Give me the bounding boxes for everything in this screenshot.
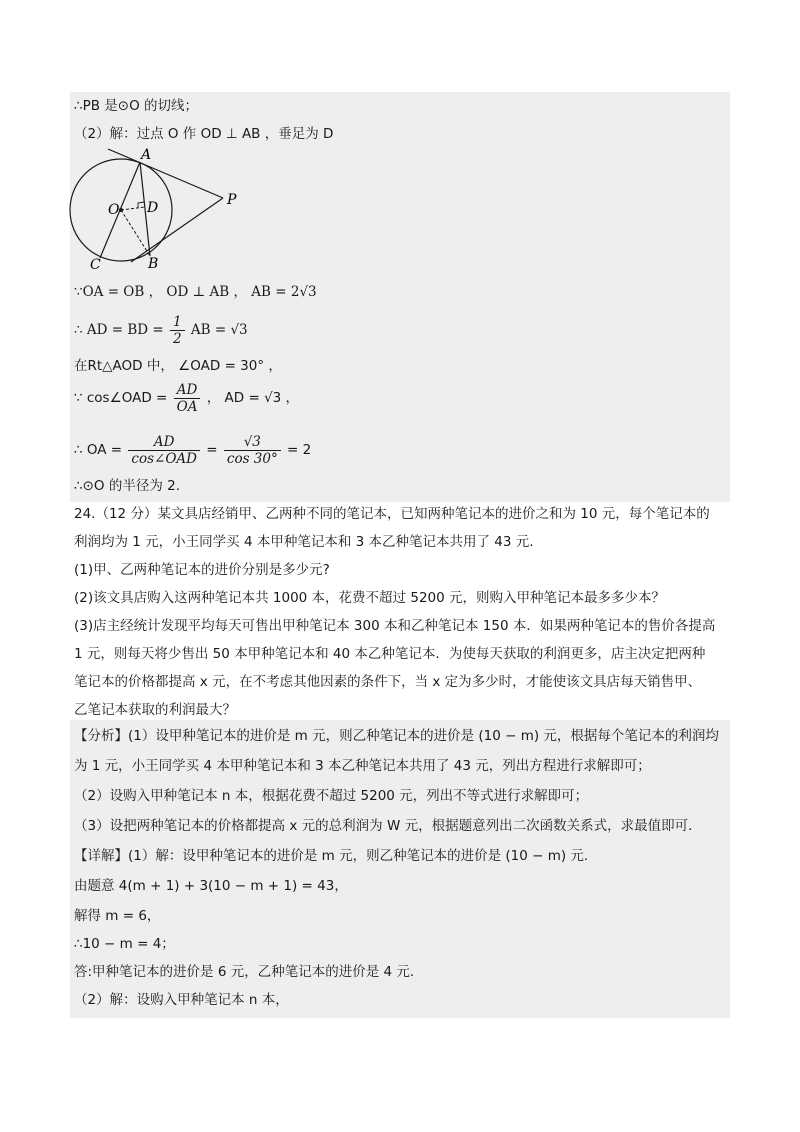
detail-part-2-start: （2）解：设购入甲种笔记本 n 本，: [74, 992, 289, 1008]
question-line-1: 24.（12 分）某文具店经销甲、乙两种不同的笔记本，已知两种笔记本的进价之和为 10 元，每个笔记本的: [74, 506, 710, 522]
oa-value-line: [74, 428, 311, 472]
oa-post: = 2: [287, 442, 312, 458]
ad-bd-post: AB = √3: [190, 322, 248, 338]
given-equalities: ∵OA = OB ， OD ⊥ AB ， AB = 2√3: [74, 284, 317, 300]
analysis-line-4: （3）设把两种笔记本的价格都提高 x 元的总利润为 W 元，根据题意列出二次函数关系式，求最值即可．: [74, 818, 702, 834]
right-triangle-line: 在Rt△AOD 中， ∠OAD = 30° ，: [74, 358, 282, 374]
cos-post: ， AD = √3 ，: [206, 390, 300, 406]
analysis-line-1: 【分析】(1）设甲种笔记本的进价是 m 元，则乙种笔记本的进价是 (10 − m) 元，根据每个笔记本的利润均: [74, 728, 719, 744]
question-part-3-line-3: 笔记本的价格都提高 x 元，在不考虑其他因素的条件下，当 x 定为多少时，才能使该文具店每天销售甲、: [74, 674, 702, 690]
detail-yi-price: ∴10 − m = 4；: [74, 936, 175, 952]
analysis-line-2: 为 1 元，小王同学买 4 本甲种笔记本和 3 本乙种笔记本共用了 43 元，列出方程进行求解即可；: [74, 758, 651, 774]
oa-pre: ∴ OA =: [74, 442, 123, 458]
oa-eq: =: [206, 442, 218, 458]
label-o: O: [108, 202, 120, 218]
part2-setup: （2）解：过点 O 作 OD ⊥ AB ，垂足为 D: [74, 126, 334, 142]
detail-equation: 由题意 4(m + 1) + 3(10 − m + 1) = 43，: [74, 878, 348, 894]
label-c: C: [90, 257, 101, 273]
ad-bd-line: [74, 312, 248, 348]
fraction-ad-cos: $\frac{AD}{\text{cos∠OAD}}$: [128, 434, 200, 467]
line-tangent-pa: [108, 149, 223, 198]
radius-conclusion: ∴⊙O 的半径为 2.: [74, 478, 180, 494]
fraction-sqrt3-cos30: $\frac{√3}{\cos 30^\circ}$: [224, 434, 281, 467]
cos-pre: ∵ cos∠OAD =: [74, 390, 168, 406]
question-line-2: 利润均为 1 元，小王同学买 4 本甲种笔记本和 3 本乙种笔记本共用了 43 元.: [74, 534, 534, 550]
label-d: D: [147, 200, 159, 216]
cos-definition-line: [74, 378, 299, 418]
analysis-line-3: （2）设购入甲种笔记本 n 本，根据花费不超过 5200 元，列出不等式进行求解即可；: [74, 788, 589, 804]
label-p: P: [227, 192, 237, 208]
question-part-1: (1)甲、乙两种笔记本的进价分别是多少元?: [74, 562, 330, 578]
detail-line-1: 【详解】(1）解：设甲种笔记本的进价是 m 元，则乙种笔记本的进价是 (10 − m) 元.: [74, 848, 589, 864]
detail-solve-m: 解得 m = 6，: [74, 908, 161, 924]
center-dot: [119, 208, 123, 212]
line-od: [121, 207, 145, 210]
question-part-2: (2)该文具店购入这两种笔记本共 1000 本，花费不超过 5200 元，则购入甲种笔记本最多多少本？: [74, 590, 665, 606]
question-part-3-line-1: (3)店主经统计发现平均每天可售出甲种笔记本 300 本和乙种笔记本 150 本．如果两种笔记本的售价各提高: [74, 618, 716, 634]
ad-bd-pre: ∴ AD = BD =: [74, 322, 164, 338]
question-part-3-line-4: 乙笔记本获取的利润最大？: [74, 702, 236, 718]
detail-answer: 答:甲种笔记本的进价是 6 元，乙种笔记本的进价是 4 元.: [74, 964, 415, 980]
circle-tangent-diagram: [68, 148, 248, 274]
label-b: B: [148, 256, 159, 272]
conclusion-tangent: ∴PB 是⊙O 的切线；: [74, 98, 199, 114]
fraction-ad-oa: $\frac{AD}{OA}$: [174, 382, 201, 415]
label-a: A: [141, 148, 152, 163]
question-part-3-line-2: 1 元，则每天将少售出 50 本甲种笔记本和 40 本乙种笔记本．为使每天获取的利润更多，店主决定把两种: [74, 646, 706, 662]
fraction-half: $\frac{1}{2}$: [170, 314, 185, 347]
